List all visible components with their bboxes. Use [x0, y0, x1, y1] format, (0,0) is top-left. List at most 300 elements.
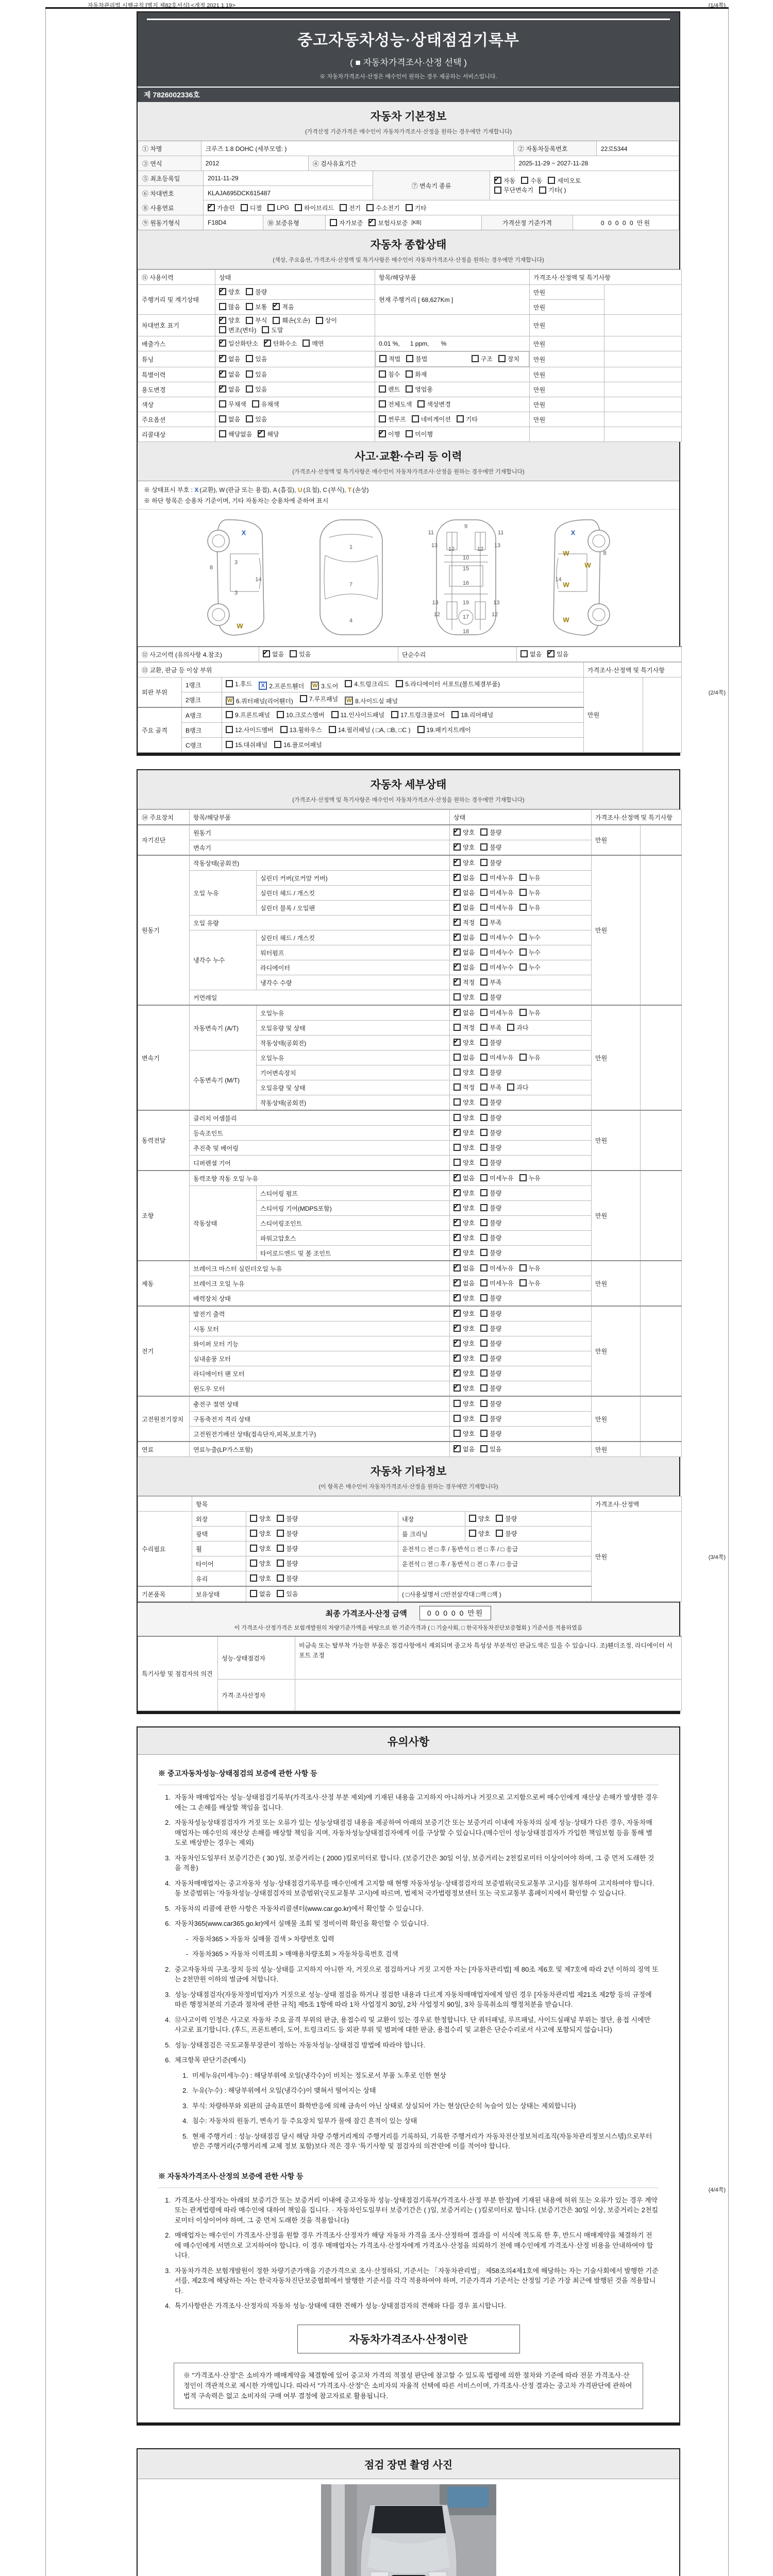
- checkbox[interactable]: [453, 874, 461, 881]
- checkbox-option: [241, 204, 262, 212]
- checkbox[interactable]: [219, 317, 226, 324]
- option-label: 양호: [463, 1384, 475, 1392]
- checkbox[interactable]: [280, 726, 288, 733]
- panel-item-label: 13.휠하우스: [289, 726, 322, 734]
- checkbox[interactable]: [277, 1515, 284, 1522]
- checkbox[interactable]: [208, 204, 215, 211]
- checkbox-option: [453, 948, 475, 957]
- checkbox[interactable]: [412, 415, 419, 422]
- damage-mark-X[interactable]: X: [259, 682, 267, 690]
- checkbox[interactable]: [226, 680, 233, 687]
- checkbox[interactable]: [453, 1098, 461, 1106]
- checkbox[interactable]: [295, 204, 302, 211]
- checkbox[interactable]: [519, 904, 527, 911]
- option-label: 화재: [415, 370, 427, 378]
- checkbox[interactable]: [331, 711, 339, 718]
- state-options: [450, 1261, 592, 1276]
- state-options: [215, 285, 375, 300]
- checkbox[interactable]: [453, 1340, 461, 1347]
- item-sub-label: 오일유량 및 상태: [257, 1080, 450, 1095]
- overall-state-band: [138, 230, 679, 269]
- checkbox[interactable]: [519, 934, 527, 941]
- checkbox[interactable]: [480, 1415, 488, 1422]
- checkbox[interactable]: [480, 889, 488, 896]
- checkbox[interactable]: [548, 177, 555, 184]
- field-engine-type-label: ⑨ 원동기형식: [138, 215, 204, 230]
- checkbox[interactable]: [480, 1009, 488, 1016]
- checkbox[interactable]: [453, 1445, 461, 1452]
- checkbox[interactable]: [329, 726, 336, 733]
- option-label: 미세누유: [490, 904, 514, 911]
- notice-item-number: 4.: [165, 1879, 171, 1887]
- checkbox[interactable]: [406, 385, 413, 393]
- checkbox[interactable]: [519, 1264, 527, 1272]
- option-label: 해당: [267, 430, 279, 438]
- checkbox[interactable]: [453, 1174, 461, 1181]
- panel-number: 8: [603, 550, 607, 556]
- panel-item: [331, 710, 384, 719]
- panel-item: [451, 710, 493, 719]
- notice-item: [176, 2071, 659, 2081]
- checkbox[interactable]: [250, 1560, 257, 1567]
- checkbox[interactable]: [480, 1279, 488, 1286]
- checkbox[interactable]: [453, 1129, 461, 1136]
- checkbox[interactable]: [480, 1083, 488, 1091]
- checkbox-option: [480, 873, 513, 882]
- price-basis-label: 가격산정 기준가격: [482, 215, 573, 230]
- device-group-label: 제동: [138, 1261, 190, 1306]
- checkbox[interactable]: [496, 1530, 503, 1537]
- damage-mark-W[interactable]: W: [345, 697, 353, 705]
- checkbox[interactable]: [264, 340, 271, 347]
- checkbox[interactable]: [219, 370, 226, 378]
- option-label: 부식: [255, 317, 267, 324]
- checkbox[interactable]: [480, 993, 488, 1001]
- checkbox[interactable]: [519, 1174, 527, 1181]
- option-label: 해당없음: [228, 430, 253, 438]
- checkbox[interactable]: [316, 317, 323, 324]
- checkbox[interactable]: [219, 415, 226, 422]
- notice-item-number: 1.: [182, 2071, 188, 2079]
- checkbox[interactable]: [453, 1354, 461, 1362]
- panel-number: 14: [255, 577, 262, 583]
- checkbox[interactable]: [480, 919, 488, 926]
- option-label: 있음: [286, 1590, 298, 1598]
- checkbox[interactable]: [480, 1234, 488, 1241]
- final-price-note: 이 가격조사·산정가격은 보험개발원의 차량기준가액을 바탕으로 한 기준가격과 ( □ 기술사회, □ 한국자동차진단보증협회 ) 기준서를 적용하였음: [234, 1625, 583, 1631]
- checkbox[interactable]: [250, 1530, 257, 1537]
- checkbox[interactable]: [469, 1515, 476, 1522]
- checkbox[interactable]: [379, 355, 386, 362]
- checkbox[interactable]: [519, 1009, 527, 1016]
- checkbox[interactable]: [406, 430, 413, 437]
- checkbox[interactable]: [480, 1249, 488, 1256]
- checkbox[interactable]: [379, 415, 386, 422]
- checkbox-option: [453, 1279, 475, 1287]
- checkbox-option: [480, 1008, 513, 1017]
- checkbox[interactable]: [480, 1069, 488, 1076]
- checkbox-option: [219, 326, 256, 334]
- panel-rank-label: 2랭크: [182, 692, 222, 708]
- notice-item-number: 3.: [165, 1990, 171, 1998]
- checkbox[interactable]: [453, 934, 461, 941]
- panel-items: [222, 692, 584, 708]
- notice-item: [158, 1919, 659, 1929]
- checkbox[interactable]: [469, 1530, 476, 1537]
- state-options: [450, 1065, 592, 1080]
- checkbox[interactable]: [290, 650, 297, 657]
- table-row: [138, 1636, 682, 1680]
- etc-info-table: [138, 1496, 682, 1602]
- checkbox[interactable]: [246, 303, 253, 310]
- checkbox[interactable]: [547, 650, 554, 657]
- checkbox[interactable]: [277, 1574, 284, 1582]
- checkbox[interactable]: [453, 948, 461, 956]
- checkbox[interactable]: [480, 1294, 488, 1301]
- field-year-label: ③ 연식: [138, 156, 201, 171]
- checkbox[interactable]: [417, 400, 425, 408]
- checkbox[interactable]: [277, 1560, 284, 1567]
- table-row: [138, 382, 682, 397]
- row-label: 리콜대상: [138, 427, 215, 442]
- etc-item-label: 룸 크리닝: [398, 1527, 465, 1541]
- checkbox[interactable]: [330, 219, 337, 226]
- panel-number: 13: [494, 543, 501, 549]
- checkbox[interactable]: [340, 204, 347, 211]
- panel-number: 16: [462, 580, 469, 587]
- checkbox[interactable]: [277, 1545, 284, 1552]
- checkbox[interactable]: [519, 963, 527, 971]
- checkbox[interactable]: [246, 415, 253, 422]
- notice-item: [158, 1792, 659, 1812]
- checkbox[interactable]: [453, 993, 461, 1001]
- checkbox[interactable]: [520, 650, 528, 657]
- checkbox[interactable]: [519, 1279, 527, 1286]
- checkbox[interactable]: [453, 1024, 461, 1031]
- checkbox[interactable]: [480, 1159, 488, 1166]
- checkbox[interactable]: [391, 711, 398, 718]
- checkbox[interactable]: [480, 1445, 488, 1452]
- checkbox-option: [480, 933, 513, 942]
- damage-mark-W[interactable]: W: [311, 682, 319, 690]
- checkbox[interactable]: [379, 400, 386, 408]
- option-label: 불량: [490, 1354, 502, 1362]
- checkbox[interactable]: [219, 288, 226, 295]
- checkbox[interactable]: [258, 430, 265, 437]
- checkbox[interactable]: [480, 1098, 488, 1106]
- checkbox-option: [252, 400, 279, 409]
- checkbox[interactable]: [379, 370, 386, 378]
- checkbox[interactable]: [519, 1054, 527, 1061]
- note-cell: [604, 382, 682, 397]
- checkbox[interactable]: [480, 1264, 488, 1272]
- option-label: 없음: [228, 385, 241, 393]
- notice-item-number: 4.: [165, 2302, 171, 2310]
- checkbox[interactable]: [453, 1159, 461, 1166]
- price-cell: 만원: [592, 825, 641, 855]
- checkbox[interactable]: [226, 711, 233, 718]
- checkbox[interactable]: [379, 430, 386, 437]
- checkbox[interactable]: [368, 219, 376, 226]
- checkbox[interactable]: [453, 1294, 461, 1301]
- checkbox[interactable]: [274, 741, 281, 748]
- checkbox[interactable]: [480, 828, 488, 836]
- field-fuel-label: ⑧ 사용연료: [138, 200, 204, 215]
- checkbox-option: [480, 978, 501, 987]
- checkbox[interactable]: [246, 317, 253, 324]
- checkbox[interactable]: [246, 355, 253, 362]
- checkbox-option: [219, 316, 240, 325]
- checkbox[interactable]: [480, 1340, 488, 1347]
- item-sub-label: 스티어링 기어(MDPS포함): [257, 1201, 450, 1216]
- checkbox[interactable]: [494, 177, 501, 184]
- checkbox[interactable]: [480, 1325, 488, 1332]
- item-cell: [375, 315, 530, 336]
- checkbox[interactable]: [273, 317, 280, 324]
- checkbox[interactable]: [453, 1369, 461, 1377]
- inspector-opinion-table: [138, 1636, 682, 1711]
- checkbox[interactable]: [480, 1219, 488, 1226]
- checkbox[interactable]: [453, 1279, 461, 1286]
- notice-item-text: 침수: 자동차의 원동기, 변속기 등 주요장치 일부가 물에 잠긴 흔적이 있는 상태: [192, 2117, 417, 2125]
- checkbox[interactable]: [219, 355, 226, 362]
- checkbox[interactable]: [453, 1144, 461, 1151]
- checkbox[interactable]: [519, 874, 527, 881]
- checkbox[interactable]: [267, 204, 275, 211]
- checkbox[interactable]: [519, 948, 527, 956]
- checkbox[interactable]: [453, 1430, 461, 1437]
- checkbox-option: [453, 903, 475, 912]
- field-transmission-label: ⑦ 변속기 종류: [373, 171, 490, 200]
- table-row: [138, 825, 682, 840]
- checkbox[interactable]: [480, 1144, 488, 1151]
- basic-info-band: [138, 102, 679, 141]
- panel-rank-label: A랭크: [182, 707, 222, 723]
- checkbox[interactable]: [250, 1574, 257, 1582]
- regulation-label: 자동차관리법 시행규칙 [별지 제82호서식] <개정 2021.1.19>: [88, 3, 236, 9]
- checkbox[interactable]: [406, 355, 413, 362]
- checkbox[interactable]: [226, 741, 233, 748]
- option-label: 기타( ): [548, 187, 566, 194]
- checkbox[interactable]: [480, 904, 488, 911]
- checkbox[interactable]: [453, 978, 461, 986]
- checkbox[interactable]: [453, 1400, 461, 1407]
- checkbox[interactable]: [453, 1219, 461, 1226]
- checkbox-option: [246, 354, 267, 363]
- checkbox[interactable]: [406, 370, 413, 378]
- notice-item-number: 1.: [165, 1793, 171, 1801]
- checkbox[interactable]: [303, 340, 310, 347]
- checkbox[interactable]: [396, 680, 403, 687]
- checkbox[interactable]: [453, 889, 461, 896]
- checkbox[interactable]: [453, 1325, 461, 1332]
- checkbox-option: [453, 1324, 475, 1333]
- notice-item-text: 자동차 매매업자는 성능·상태점검기록부(가격조사·산정 부분 제외)에 기재된 내용을 고지하지 아니하거나 거짓으로 고지함으로써 매수인에게 재산상 손해가 발생한 경우에는 그 손해를 배상할 책임을 집니다.: [175, 1793, 658, 1811]
- state-options: [246, 1541, 398, 1556]
- device-group-label: 동력전달: [138, 1110, 190, 1171]
- checkbox[interactable]: [250, 1515, 257, 1522]
- checkbox[interactable]: [480, 1354, 488, 1362]
- checkbox[interactable]: [453, 1114, 461, 1121]
- checkbox[interactable]: [480, 934, 488, 941]
- sheet-right-border: [728, 7, 729, 2576]
- checkbox[interactable]: [453, 1264, 461, 1272]
- option-label: 양호: [259, 1530, 272, 1537]
- checkbox[interactable]: [277, 711, 284, 718]
- checkbox[interactable]: [480, 1174, 488, 1181]
- checkbox-option: [267, 204, 289, 211]
- item-parent-label: 작동상태: [190, 1186, 257, 1261]
- checkbox[interactable]: [262, 326, 269, 333]
- checkbox[interactable]: [246, 385, 253, 393]
- checkbox[interactable]: [480, 1189, 488, 1196]
- checkbox[interactable]: [480, 843, 488, 851]
- state-options: [246, 1586, 398, 1602]
- checkbox[interactable]: [453, 859, 461, 866]
- checkbox-option: [480, 1429, 501, 1438]
- checkbox[interactable]: [457, 415, 464, 422]
- damage-mark-W[interactable]: W: [226, 697, 234, 705]
- checkbox[interactable]: [494, 187, 501, 194]
- checkbox[interactable]: [379, 385, 386, 393]
- checkbox[interactable]: [453, 1384, 461, 1392]
- panel-number: 19: [462, 599, 469, 606]
- checkbox[interactable]: [519, 889, 527, 896]
- checkbox[interactable]: [277, 1530, 284, 1537]
- state-options: [215, 367, 375, 382]
- checkbox[interactable]: [300, 695, 307, 702]
- checkbox[interactable]: [453, 919, 461, 926]
- checkbox[interactable]: [241, 204, 248, 211]
- checkbox-option: [480, 1294, 501, 1302]
- checkbox[interactable]: [219, 340, 226, 347]
- option-label: 없음: [228, 355, 241, 363]
- checkbox[interactable]: [453, 1054, 461, 1061]
- status-code-legend: [138, 481, 679, 495]
- checkbox[interactable]: [453, 1234, 461, 1241]
- checkbox[interactable]: [273, 303, 280, 310]
- checkbox[interactable]: [480, 1114, 488, 1121]
- checkbox[interactable]: [480, 1384, 488, 1392]
- checkbox[interactable]: [480, 874, 488, 881]
- checkbox[interactable]: [453, 1204, 461, 1211]
- checkbox[interactable]: [453, 1189, 461, 1196]
- checkbox[interactable]: [480, 1369, 488, 1377]
- checkbox[interactable]: [498, 355, 506, 362]
- checkbox[interactable]: [250, 1590, 257, 1597]
- panel-number: 3: [234, 590, 238, 597]
- checkbox[interactable]: [480, 1024, 488, 1031]
- checkbox[interactable]: [480, 963, 488, 971]
- checkbox[interactable]: [453, 1083, 461, 1091]
- checkbox[interactable]: [453, 963, 461, 971]
- checkbox[interactable]: [472, 355, 479, 362]
- checkbox[interactable]: [453, 1249, 461, 1256]
- checkbox[interactable]: [345, 680, 352, 687]
- checkbox[interactable]: [250, 1545, 257, 1552]
- checkbox[interactable]: [406, 204, 413, 211]
- checkbox[interactable]: [451, 711, 459, 718]
- state-options: [450, 930, 592, 945]
- state-options: [450, 901, 592, 916]
- option-label: 이행: [388, 430, 400, 438]
- checkbox-option: [453, 993, 475, 1002]
- checkbox[interactable]: [507, 1024, 514, 1031]
- option-label: 기타: [465, 415, 478, 423]
- checkbox[interactable]: [252, 400, 259, 408]
- option-label: 부족: [490, 1024, 502, 1031]
- option-label: 양호: [463, 1400, 475, 1408]
- checkbox[interactable]: [453, 1415, 461, 1422]
- checkbox[interactable]: [453, 843, 461, 851]
- checkbox[interactable]: [219, 385, 226, 393]
- checkbox[interactable]: [480, 1039, 488, 1046]
- checkbox-option: [250, 1589, 271, 1598]
- checkbox[interactable]: [480, 978, 488, 986]
- item-sub-label: 냉각수 수량: [257, 975, 450, 990]
- notice-item-number: 3.: [165, 1854, 171, 1862]
- notice-item-text: 자동차의 리콜에 관한 사항은 자동차리콜센터(www.car.go.kr)에서 확인할 수 있습니다.: [175, 1904, 424, 1912]
- checkbox[interactable]: [263, 650, 270, 657]
- checkbox[interactable]: [521, 177, 528, 184]
- checkbox[interactable]: [453, 904, 461, 911]
- checkbox[interactable]: [480, 948, 488, 956]
- checkbox[interactable]: [226, 726, 233, 733]
- checkbox[interactable]: [480, 1400, 488, 1407]
- checkbox[interactable]: [453, 1069, 461, 1076]
- legend-prefix: ※ 상태표시 부호 :: [144, 486, 195, 494]
- checkbox[interactable]: [219, 400, 226, 408]
- checkbox[interactable]: [539, 187, 546, 194]
- checkbox[interactable]: [480, 859, 488, 866]
- checkbox[interactable]: [219, 303, 226, 310]
- table-row: [138, 1005, 682, 1021]
- etc-extra: ( □사용설명서 □안전삼각대 □잭 □잭 ): [398, 1586, 592, 1602]
- checkbox-option: [412, 415, 451, 423]
- panel-item: [226, 680, 252, 688]
- checkbox[interactable]: [453, 828, 461, 836]
- checkbox[interactable]: [219, 430, 226, 437]
- checkbox[interactable]: [219, 326, 226, 333]
- checkbox[interactable]: [480, 1054, 488, 1061]
- checkbox[interactable]: [453, 1009, 461, 1016]
- checkbox[interactable]: [480, 1204, 488, 1211]
- detail-state-table: [138, 809, 682, 1457]
- checkbox[interactable]: [417, 726, 425, 733]
- checkbox-option: [498, 354, 519, 363]
- checkbox-option: [480, 1174, 513, 1182]
- option-label: 양호: [463, 1039, 475, 1046]
- checkbox[interactable]: [480, 1430, 488, 1437]
- checkbox[interactable]: [453, 1310, 461, 1317]
- notice-item-text: 자동차365 > 자동차 실매물 검색 > 차량번호 입력: [192, 1935, 334, 1943]
- checkbox[interactable]: [507, 1083, 514, 1091]
- checkbox[interactable]: [453, 1039, 461, 1046]
- checkbox[interactable]: [246, 288, 253, 295]
- checkbox[interactable]: [366, 204, 374, 211]
- checkbox[interactable]: [480, 1129, 488, 1136]
- checkbox[interactable]: [496, 1515, 503, 1522]
- option-label: 불량: [490, 1249, 502, 1257]
- checkbox-option: [480, 1189, 501, 1197]
- item-label: 원동기: [190, 825, 450, 840]
- checkbox-option: [480, 903, 513, 912]
- panel-item: [329, 725, 411, 734]
- checkbox[interactable]: [277, 1590, 284, 1597]
- checkbox-option: [480, 963, 513, 972]
- checkbox[interactable]: [480, 1310, 488, 1317]
- checkbox[interactable]: [246, 370, 253, 378]
